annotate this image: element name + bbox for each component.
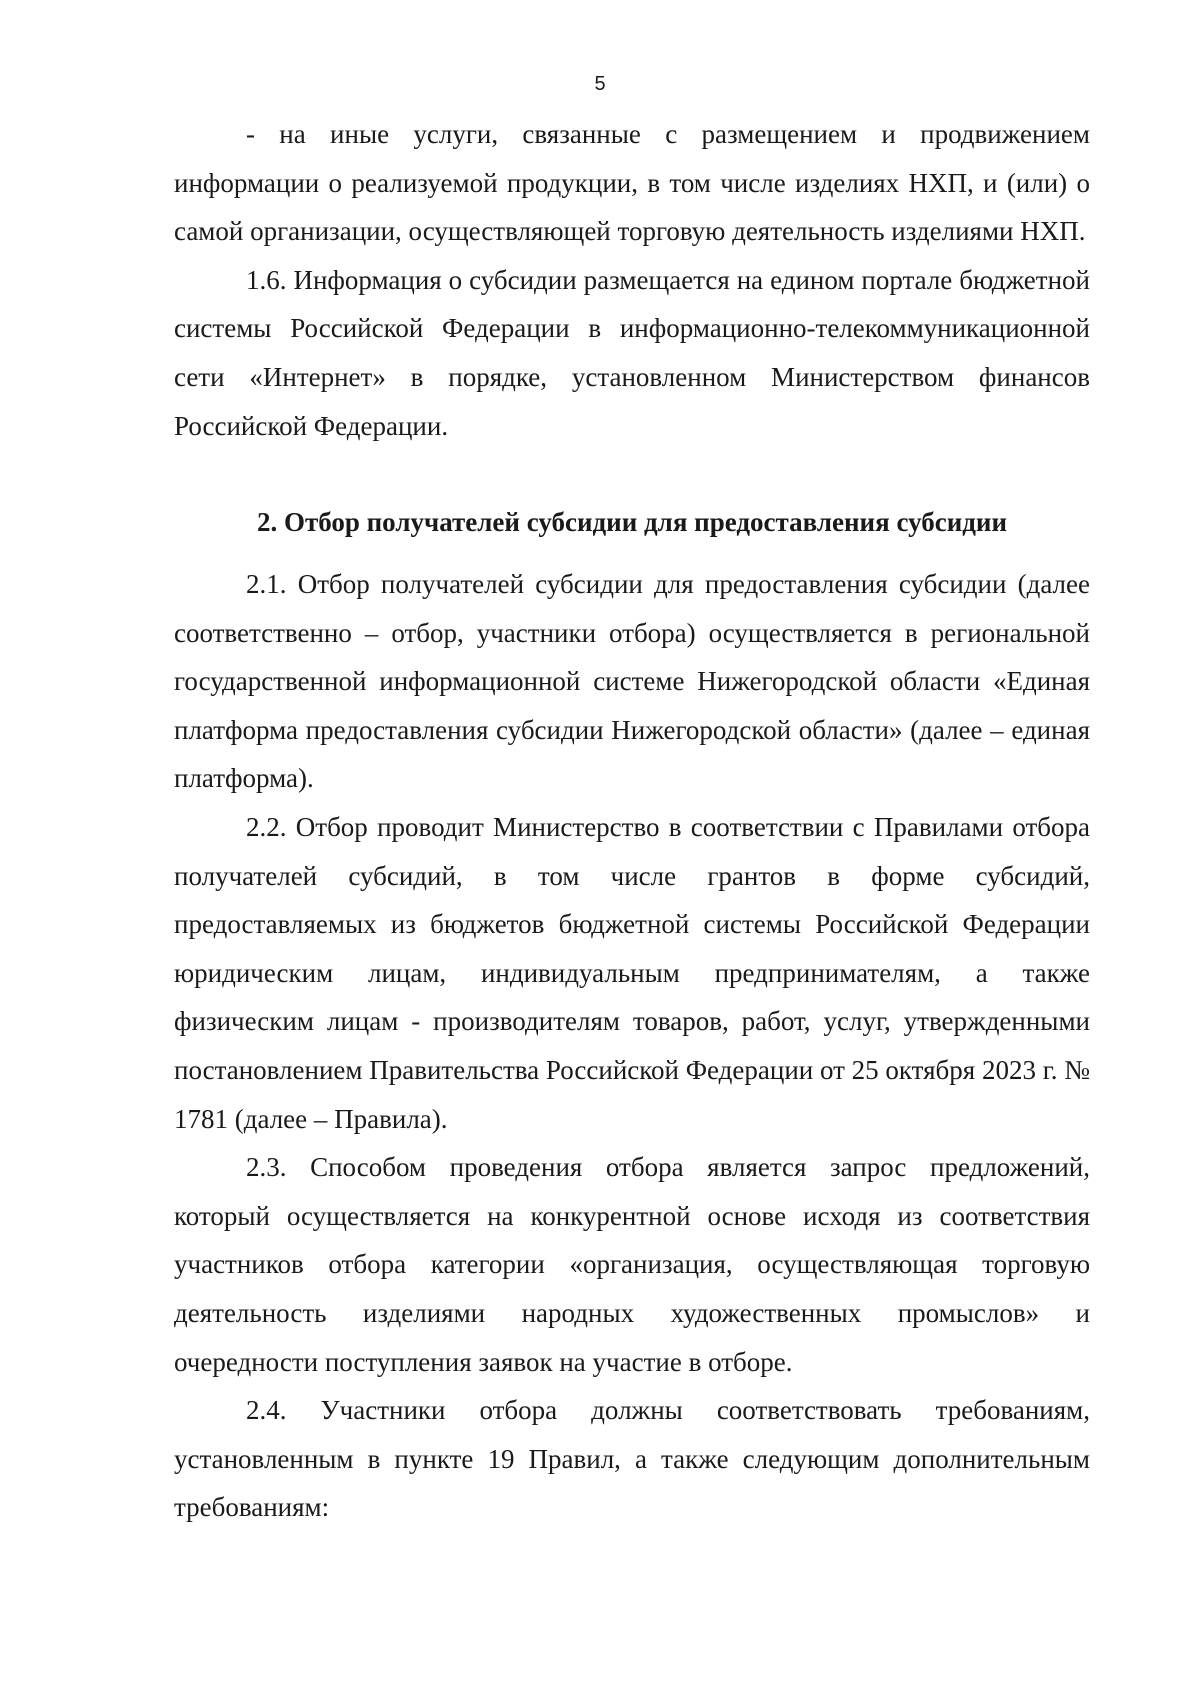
paragraph-2-4: 2.4. Участники отбора должны соответствовать требованиям, установленным в пункте 19 Правил, а также следующим дополнительным требованиям:: [174, 1395, 1090, 1523]
page-number: 5: [594, 73, 606, 95]
intro-text: [174, 110, 1090, 450]
paragraph-1-6: 1.6. Информация о субсидии размещается на едином портале бюджетной системы Российской Федерации в информационно-телекоммуникационной сети «Интернет» в порядке, установленном Министерством финансов Российской Федерации.: [174, 264, 1090, 441]
section-2-heading: 2. Отбор получателей субсидии для предоставления субсидии: [256, 507, 1008, 537]
section-2-text: [174, 560, 1090, 1532]
paragraph-2-1: 2.1. Отбор получателей субсидии для предоставления субсидии (далее соответственно – отбор, участники отбора) осуществляется в региональной государственной информационной системе Нижегородской области «Единая платформа предоставления субсидии Нижегородской области» (далее – единая платформа).: [174, 569, 1090, 794]
paragraph-other-services: - на иные услуги, связанные с размещением и продвижением информации о реализуемой продукции, в том числе изделиях НХП, и (или) о самой организации, осуществляющей торговую деятельность изделиями НХП.: [174, 119, 1090, 247]
paragraph-2-3: 2.3. Способом проведения отбора является запрос предложений, который осуществляется на конкурентной основе исходя из соответствия участников отбора категории «организация, осуществляющая торговую деятельность изделиями народных художественных промыслов» и очередности поступления заявок на участие в отборе.: [174, 1152, 1090, 1377]
paragraph-2-2: 2.2. Отбор проводит Министерство в соответствии с Правилами отбора получателей субсидий, в том числе грантов в форме субсидий, предоставляемых из бюджетов бюджетной системы Российской Федерации юридическим лицам, индивидуальным предпринимателям, а также физическим лицам - производителям товаров, работ, услуг, утвержденными постановлением Правительства Российской Федерации от 25 октября 2023 г. № 1781 (далее – Правила).: [174, 811, 1090, 1134]
